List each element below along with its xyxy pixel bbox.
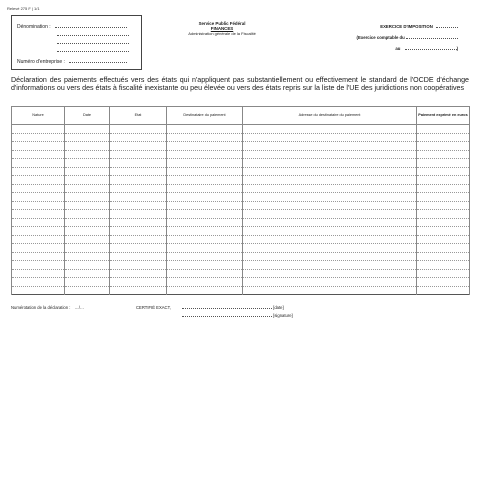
table-row: [12, 286, 470, 295]
header-state: Etat: [110, 107, 167, 125]
table-row: [12, 252, 470, 261]
cell-nature[interactable]: [12, 261, 65, 270]
declaration-heading: Déclaration des paiements effectués vers des états qui n'appliquent pas substantiellement ou effectivement le standard de l'OCDE d'échange d'informations ou vers des états à fiscalité inexistante ou peu élevée ou vers des états repris sur la liste de l'UE des juridictions non coopératives: [11, 76, 469, 93]
cell-state[interactable]: [110, 176, 167, 185]
accounting-end-row: au ): [395, 46, 458, 51]
cell-recipient[interactable]: [167, 286, 243, 295]
cell-date[interactable]: [65, 176, 110, 185]
cell-amount[interactable]: [417, 244, 470, 253]
cell-state[interactable]: [110, 235, 167, 244]
payments-table: [11, 106, 470, 295]
cell-address[interactable]: [243, 133, 417, 142]
denomination-label: Dénomination :: [17, 24, 51, 30]
cell-amount[interactable]: [417, 167, 470, 176]
cell-state[interactable]: [110, 252, 167, 261]
table-row: [12, 201, 470, 210]
company-number-field[interactable]: [69, 59, 127, 63]
cell-amount[interactable]: [417, 210, 470, 219]
payments-table-body: [12, 125, 470, 295]
table-row: [12, 184, 470, 193]
accounting-period-row: [300, 32, 458, 43]
cell-amount[interactable]: [417, 235, 470, 244]
cell-state[interactable]: [110, 125, 167, 134]
cell-state[interactable]: [110, 184, 167, 193]
accounting-period-label: (Exercice comptable du: [356, 35, 405, 40]
cell-date[interactable]: [65, 286, 110, 295]
tax-year-label: EXERCICE D'IMPOSITION: [380, 24, 433, 29]
cell-amount[interactable]: [417, 227, 470, 236]
cell-amount[interactable]: [417, 269, 470, 278]
table-row: [12, 142, 470, 151]
cell-amount[interactable]: [417, 125, 470, 134]
cell-address[interactable]: [243, 193, 417, 202]
cell-nature[interactable]: [12, 150, 65, 159]
cell-date[interactable]: [65, 133, 110, 142]
cell-amount[interactable]: [417, 150, 470, 159]
date-row: [182, 305, 284, 310]
issuer-line-2: FINANCES: [210, 26, 234, 31]
tax-year-field[interactable]: [436, 24, 458, 28]
table-row: [12, 244, 470, 253]
cell-nature[interactable]: [12, 278, 65, 287]
cell-amount[interactable]: [417, 142, 470, 151]
cell-address[interactable]: [243, 184, 417, 193]
cell-recipient[interactable]: [167, 269, 243, 278]
table-row: [12, 133, 470, 142]
cell-amount[interactable]: [417, 176, 470, 185]
cell-state[interactable]: [110, 201, 167, 210]
cell-address[interactable]: [243, 278, 417, 287]
denomination-field-line-2[interactable]: [57, 32, 129, 36]
cell-recipient[interactable]: [167, 252, 243, 261]
numbering-label: Numérotation de la déclaration :: [11, 305, 71, 310]
cell-date[interactable]: [65, 193, 110, 202]
cell-address[interactable]: [243, 150, 417, 159]
cell-amount[interactable]: [417, 159, 470, 168]
table-row: [12, 167, 470, 176]
cell-date[interactable]: [65, 278, 110, 287]
cell-nature[interactable]: [12, 133, 65, 142]
signature-label: [signature]: [273, 313, 293, 318]
cell-state[interactable]: [110, 261, 167, 270]
cell-recipient[interactable]: [167, 278, 243, 287]
cell-nature[interactable]: [12, 235, 65, 244]
cell-date[interactable]: [65, 167, 110, 176]
cell-address[interactable]: [243, 125, 417, 134]
cell-recipient[interactable]: [167, 176, 243, 185]
numbering-value[interactable]: …/…: [74, 305, 85, 310]
cell-state[interactable]: [110, 218, 167, 227]
cell-date[interactable]: [65, 201, 110, 210]
cell-date[interactable]: [65, 261, 110, 270]
cell-state[interactable]: [110, 278, 167, 287]
header-nature: Nature: [12, 107, 65, 125]
cell-amount[interactable]: [417, 218, 470, 227]
cell-state[interactable]: [110, 244, 167, 253]
accounting-end-label: au: [395, 46, 401, 51]
table-row: [12, 193, 470, 202]
cell-nature[interactable]: [12, 142, 65, 151]
cell-amount[interactable]: [417, 133, 470, 142]
cell-recipient[interactable]: [167, 193, 243, 202]
cell-recipient[interactable]: [167, 133, 243, 142]
accounting-start-field[interactable]: [406, 35, 458, 39]
table-row: [12, 261, 470, 270]
cell-recipient[interactable]: [167, 150, 243, 159]
cell-date[interactable]: [65, 235, 110, 244]
declaration-numbering: [11, 305, 84, 310]
form-reference: Relevé 275 F | 1/1: [7, 6, 40, 11]
denomination-row: [17, 24, 127, 30]
cell-amount[interactable]: [417, 201, 470, 210]
table-header-row: [12, 107, 470, 125]
cell-amount[interactable]: [417, 261, 470, 270]
certify-label: CERTIFIÉ EXACT,: [136, 305, 171, 310]
tax-year-row: [300, 21, 458, 32]
cell-amount[interactable]: [417, 252, 470, 261]
cell-address[interactable]: [243, 159, 417, 168]
denomination-field-line-3[interactable]: [57, 40, 129, 44]
cell-address[interactable]: [243, 269, 417, 278]
cell-date[interactable]: [65, 252, 110, 261]
exercise-block: [300, 21, 458, 54]
cell-recipient[interactable]: [167, 210, 243, 219]
cell-nature[interactable]: [12, 193, 65, 202]
cell-recipient[interactable]: [167, 167, 243, 176]
cell-date[interactable]: [65, 184, 110, 193]
cell-nature[interactable]: [12, 244, 65, 253]
cell-nature[interactable]: [12, 286, 65, 295]
cell-address[interactable]: [243, 252, 417, 261]
company-number-label: Numéro d'entreprise :: [17, 59, 65, 65]
cell-nature[interactable]: [12, 184, 65, 193]
cell-recipient[interactable]: [167, 142, 243, 151]
denomination-field-line-1[interactable]: [55, 24, 127, 28]
issuer-line-3: Administration générale de la Fiscalité: [188, 31, 256, 36]
cell-recipient[interactable]: [167, 218, 243, 227]
header-recipient-address: Adresse du destinataire du paiement: [243, 107, 417, 125]
issuer-line-1: Service Public Fédéral: [198, 21, 246, 26]
cell-address[interactable]: [243, 210, 417, 219]
cell-address[interactable]: [243, 286, 417, 295]
date-label: [date]: [273, 305, 284, 310]
denomination-field-line-4[interactable]: [57, 48, 129, 52]
cell-state[interactable]: [110, 167, 167, 176]
table-row: [12, 218, 470, 227]
table-row: [12, 210, 470, 219]
cell-nature[interactable]: [12, 201, 65, 210]
table-row: [12, 176, 470, 185]
cell-address[interactable]: [243, 227, 417, 236]
cell-address[interactable]: [243, 218, 417, 227]
cell-date[interactable]: [65, 142, 110, 151]
table-row: [12, 125, 470, 134]
cell-date[interactable]: [65, 227, 110, 236]
cell-state[interactable]: [110, 133, 167, 142]
cell-address[interactable]: [243, 244, 417, 253]
cell-date[interactable]: [65, 218, 110, 227]
cell-recipient[interactable]: [167, 227, 243, 236]
cell-recipient[interactable]: [167, 159, 243, 168]
table-row: [12, 235, 470, 244]
table-row: [12, 269, 470, 278]
cell-state[interactable]: [110, 193, 167, 202]
cell-nature[interactable]: [12, 269, 65, 278]
cell-address[interactable]: [243, 142, 417, 151]
issuer-block: [166, 21, 278, 36]
cell-state[interactable]: [110, 142, 167, 151]
cell-state[interactable]: [110, 227, 167, 236]
cell-nature[interactable]: [12, 176, 65, 185]
cell-address[interactable]: [243, 235, 417, 244]
cell-recipient[interactable]: [167, 244, 243, 253]
cell-nature[interactable]: [12, 125, 65, 134]
cell-address[interactable]: [243, 261, 417, 270]
cell-state[interactable]: [110, 286, 167, 295]
cell-recipient[interactable]: [167, 125, 243, 134]
cell-date[interactable]: [65, 244, 110, 253]
header-amount-eur: Paiement exprimé en euros: [417, 107, 470, 125]
cell-amount[interactable]: [417, 278, 470, 287]
table-row: [12, 278, 470, 287]
company-number-row: [17, 59, 127, 65]
accounting-end-field[interactable]: [405, 46, 457, 50]
cell-address[interactable]: [243, 201, 417, 210]
cell-address[interactable]: [243, 176, 417, 185]
signature-row: [182, 313, 293, 318]
cell-state[interactable]: [110, 150, 167, 159]
cell-amount[interactable]: [417, 286, 470, 295]
header-date: Date: [65, 107, 110, 125]
header-recipient: Destinataire du paiement: [167, 107, 243, 125]
cell-date[interactable]: [65, 269, 110, 278]
cell-recipient[interactable]: [167, 235, 243, 244]
table-row: [12, 150, 470, 159]
cell-state[interactable]: [110, 210, 167, 219]
cell-amount[interactable]: [417, 184, 470, 193]
identification-box: [11, 15, 142, 70]
cell-nature[interactable]: [12, 218, 65, 227]
cell-recipient[interactable]: [167, 184, 243, 193]
table-row: [12, 159, 470, 168]
cell-date[interactable]: [65, 125, 110, 134]
cell-state[interactable]: [110, 159, 167, 168]
cell-nature[interactable]: [12, 210, 65, 219]
table-row: [12, 227, 470, 236]
cell-nature[interactable]: [12, 227, 65, 236]
date-field[interactable]: [182, 305, 272, 309]
cell-nature[interactable]: [12, 159, 65, 168]
cell-nature[interactable]: [12, 252, 65, 261]
cell-recipient[interactable]: [167, 201, 243, 210]
cell-nature[interactable]: [12, 167, 65, 176]
cell-address[interactable]: [243, 167, 417, 176]
cell-recipient[interactable]: [167, 261, 243, 270]
signature-field[interactable]: [182, 313, 272, 317]
cell-date[interactable]: [65, 159, 110, 168]
cell-date[interactable]: [65, 210, 110, 219]
cell-date[interactable]: [65, 150, 110, 159]
cell-state[interactable]: [110, 269, 167, 278]
cell-amount[interactable]: [417, 193, 470, 202]
